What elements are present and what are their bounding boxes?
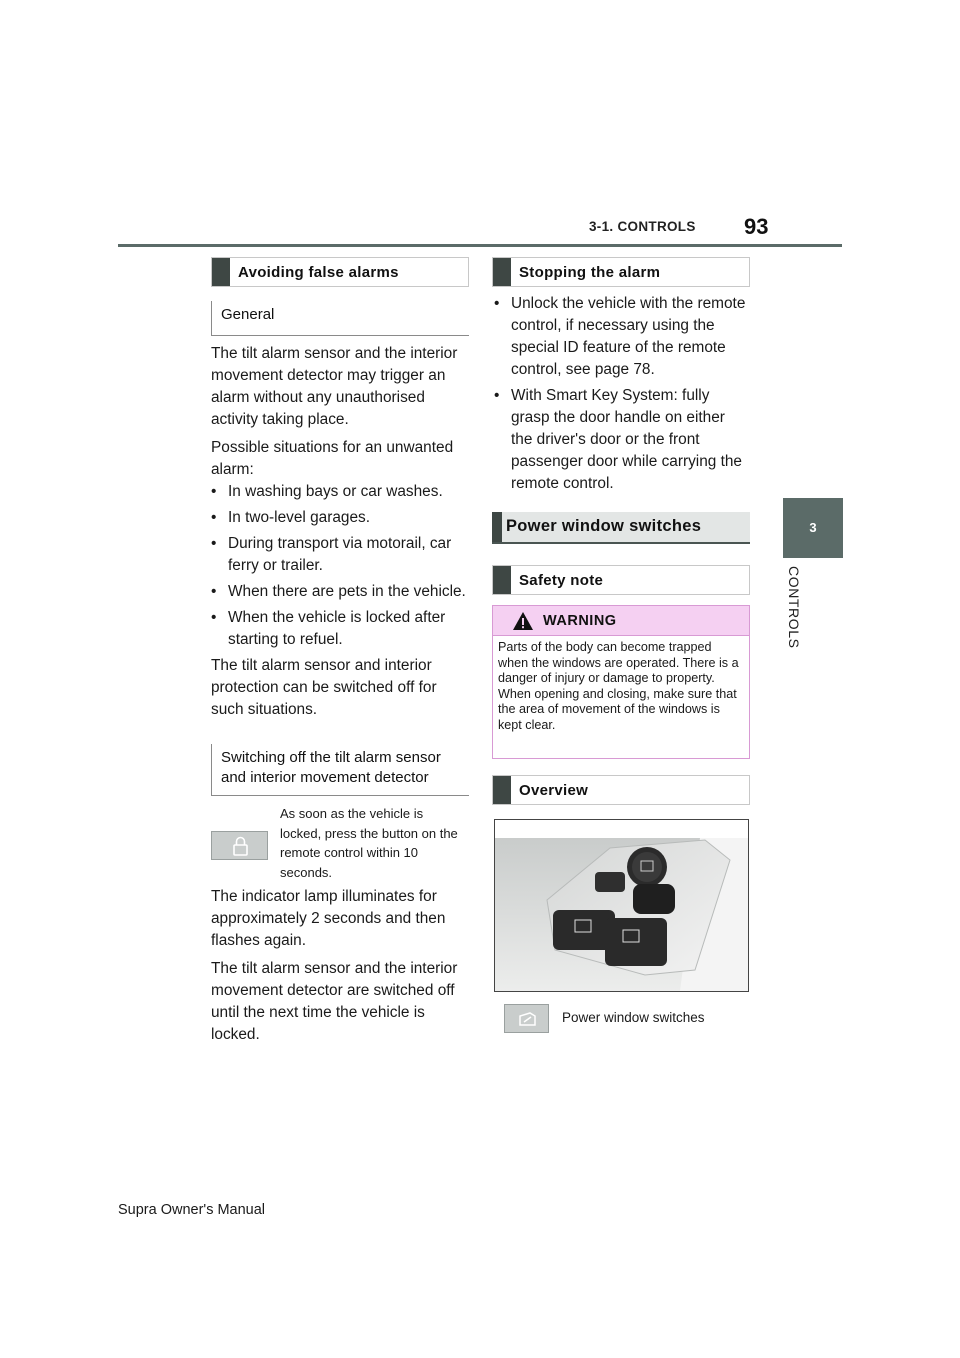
list-item: • During transport via motorail, car ferry or trailer.	[211, 535, 452, 574]
stop-alarm-list	[492, 293, 750, 495]
warning-triangle-icon	[512, 611, 534, 631]
heading-stopping-alarm	[492, 257, 750, 287]
list-item: • When the vehicle is locked after starting to refuel.	[211, 609, 446, 648]
left-body	[211, 343, 469, 721]
lock-icon	[212, 832, 269, 861]
paragraph-situations: Possible situations for an unwanted alarm:	[211, 439, 454, 478]
list-item: • When there are pets in the vehicle.	[211, 583, 466, 600]
paragraph-indicator: The indicator lamp illuminates for approximately 2 seconds and then flashes again.	[211, 888, 446, 949]
warning-title: WARNING	[543, 613, 617, 629]
list-item: • Unlock the vehicle with the remote control, if necessary using the special ID feature of the remote control, see page 78.	[494, 295, 746, 378]
heading-avoiding-false-alarms	[211, 257, 469, 287]
chapter-tab-label: CONTROLS	[786, 566, 802, 649]
heading-text: Stopping the alarm	[519, 264, 661, 281]
heading-bar	[212, 258, 230, 286]
warning-header	[493, 606, 749, 636]
paragraph-switch-off: The tilt alarm sensor and interior protection can be switched off for such situations.	[211, 657, 437, 718]
warning-box	[492, 605, 750, 759]
chapter-tab: 3	[783, 498, 843, 558]
heading-bar	[493, 776, 511, 804]
situation-list	[211, 481, 469, 651]
list-item: • In two-level garages.	[211, 509, 371, 526]
power-window-switch-figure	[494, 819, 749, 992]
subhead-general: General	[211, 301, 469, 336]
paragraph-switched-off: The tilt alarm sensor and the interior movement detector are switched off until the next time the vehicle is locked.	[211, 960, 458, 1043]
power-window-switch-illustration	[495, 820, 748, 991]
heading-bar	[492, 512, 502, 542]
heading-safety-note	[492, 565, 750, 595]
heading-text: Safety note	[519, 572, 604, 589]
section-title: 3-1. CONTROLS	[589, 219, 696, 234]
heading-text: Overview	[519, 782, 589, 799]
window-switch-icon	[505, 1005, 550, 1034]
list-item: • With Smart Key System: fully grasp the door handle on either the driver's door or the front passenger door while carrying the remote control.	[494, 387, 742, 492]
paragraph-intro: The tilt alarm sensor and the interior movement detector may trigger an alarm without any unauthorised activity taking place.	[211, 345, 458, 428]
page-number: 93	[744, 214, 769, 239]
heading-bar	[493, 258, 511, 286]
heading-overview	[492, 775, 750, 805]
window-switch-symbol-box	[504, 1004, 549, 1033]
warning-text: Parts of the body can become trapped when the windows are operated. There is a danger of injury or damage to property. When opening and closing, make sure that the area of movement of the windows is kept clear.	[498, 640, 739, 732]
subhead-switching-off: Switching off the tilt alarm sensor and interior movement detector	[211, 744, 469, 796]
header-rule	[118, 244, 842, 247]
footer-manual-title: Supra Owner's Manual	[118, 1202, 266, 1218]
heading-bar	[493, 566, 511, 594]
heading-text: Avoiding false alarms	[238, 264, 399, 281]
list-item: • In washing bays or car washes.	[211, 483, 443, 500]
lock-button-box	[211, 831, 268, 860]
stopping-alarm-body	[492, 293, 750, 499]
figure-caption: Power window switches	[562, 1010, 705, 1025]
heading-text: Power window switches	[506, 517, 702, 535]
main-heading-power-windows	[492, 512, 750, 544]
lock-instruction: As soon as the vehicle is locked, press the button on the remote control within 10 seconds.	[280, 806, 458, 880]
left-body-lower	[211, 886, 469, 1046]
